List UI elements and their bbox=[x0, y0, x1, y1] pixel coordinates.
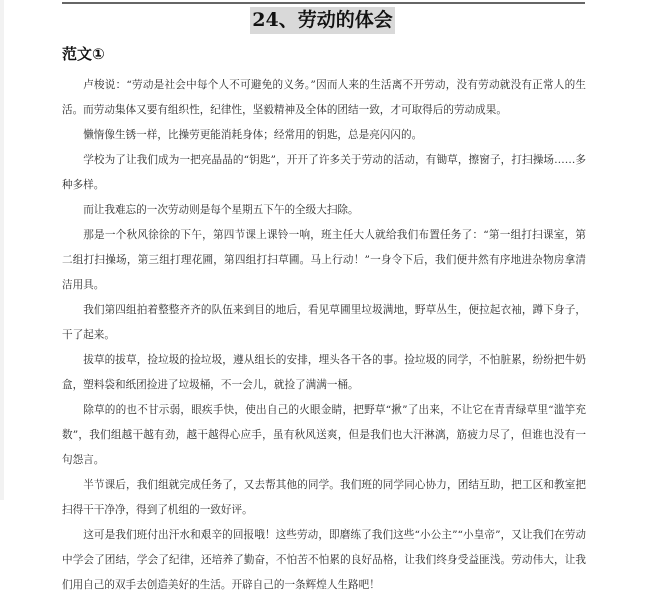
paragraph: 除草的的也不甘示弱，眼疾手快，使出自己的火眼金睛，把野草“揪”了出来，不让它在青青绿草里“滥竽充数”，我们组越干越有劲，越干越得心应手，虽有秋风送爽，但是我们也大汗淋漓，筋疲力尽了，但谁也没有一句怨言。 bbox=[62, 404, 586, 466]
page-edge bbox=[0, 0, 4, 500]
essay-body bbox=[62, 73, 586, 598]
paragraph: 懒惰像生锈一样，比操劳更能消耗身体；经常用的钥匙，总是亮闪闪的。 bbox=[83, 129, 423, 141]
paragraph: 半节课后，我们组就完成任务了，又去帮其他的同学。我们班的同学同心协力，团结互助，把工区和教室把扫得干干净净，得到了机组的一致好评。 bbox=[62, 479, 586, 516]
paragraph: 那是一个秋风徐徐的下午，第四节课上课铃一响，班主任大人就给我们布置任务了：“第一组打扫课室，第二组打扫操场，第三组打理花圃，第四组打扫草圃。马上行动！”一身令下后，我们便井然有序地进杂物房拿清洁用具。 bbox=[62, 229, 586, 291]
paragraph: 我们第四组拍着整整齐齐的队伍来到目的地后，看见草圃里垃圾满地，野草丛生，便拉起衣袖，蹲下身子，干了起来。 bbox=[62, 304, 586, 341]
paragraph: 这可是我们班付出汗水和艰辛的回报哦！这些劳动，即磨练了我们这些“小公主”“小皇帝”，又让我们在劳动中学会了团结，学会了纪律，还培养了勤奋，不怕苦不怕累的良好品格，让我们终身受益匪浅。劳动伟大，让我们用自己的双手去创造美好的生活。开辟自己的一条辉煌人生路吧！ bbox=[62, 529, 586, 591]
paragraph: 卢梭说：“劳动是社会中每个人不可避免的义务。”因而人来的生活离不开劳动，没有劳动就没有正常人的生活。而劳动集体又要有组织性，纪律性，坚毅精神及全体的团结一致，才可取得后的劳动成果。 bbox=[62, 79, 586, 116]
section-heading: 范文① bbox=[62, 45, 105, 63]
document-title: 24、劳动的体会 bbox=[250, 7, 394, 34]
paragraph: 而让我难忘的一次劳动则是每个星期五下午的全级大扫除。 bbox=[83, 204, 359, 216]
paragraph: 拔草的拔草，捡垃圾的捡垃圾，遵从组长的安排，埋头各干各的事。捡垃圾的同学，不怕脏累，纷纷把牛奶盒，塑料袋和纸团捡进了垃圾桶，不一会儿，就捡了满满一桶。 bbox=[62, 354, 586, 391]
paragraph: 学校为了让我们成为一把亮晶晶的“钥匙”，开开了许多关于劳动的活动，有锄草，擦窗子，打扫操场……多种多样。 bbox=[62, 154, 586, 191]
header-rule bbox=[62, 2, 585, 4]
title-container bbox=[0, 7, 645, 34]
